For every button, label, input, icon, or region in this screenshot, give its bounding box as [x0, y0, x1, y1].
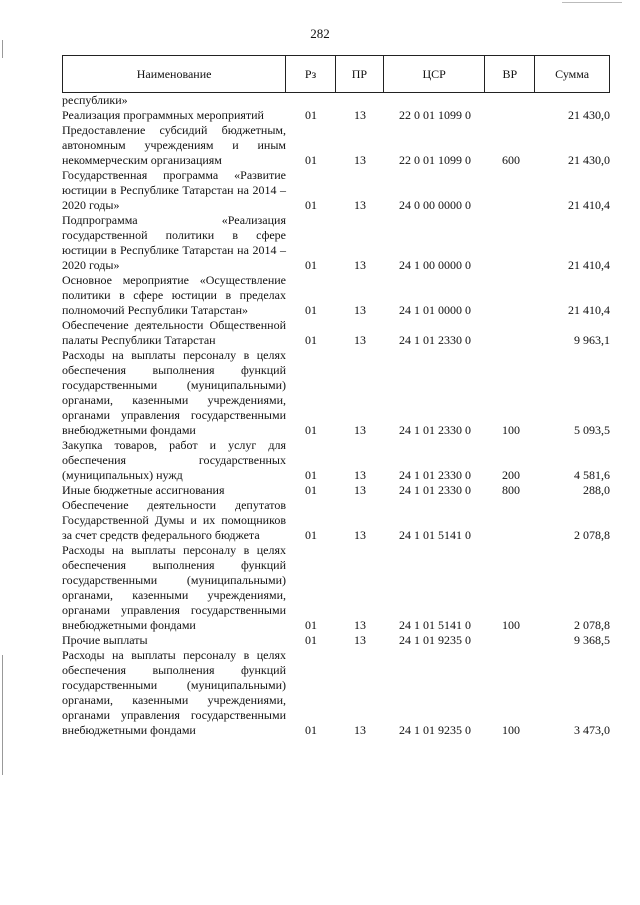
cell-csr: 22 0 01 1099 0: [399, 108, 471, 122]
scan-margin-tick: [2, 655, 3, 775]
cell-vr: 800: [502, 483, 520, 497]
cell-name: Расходы на выплаты персоналу в целях обеспечения выполнения функций государственными (муниципальными) органами, казенными учреждениями, органами управления государственными внебюджетными фондами: [62, 348, 286, 437]
cell-pr: 13: [354, 468, 366, 482]
cell-csr: 24 1 01 2330 0: [399, 483, 471, 497]
cell-pr: 13: [354, 153, 366, 167]
cell-pr: 13: [354, 633, 366, 647]
cell-rz: 01: [305, 303, 317, 317]
cell-sum: 21 410,4: [568, 303, 610, 317]
header-rz: Рз: [286, 56, 336, 92]
cell-vr: 100: [502, 618, 520, 632]
cell-sum: 2 078,8: [574, 618, 610, 632]
cell-rz: 01: [305, 633, 317, 647]
cell-name: Расходы на выплаты персоналу в целях обеспечения выполнения функций государственными (муниципальными) органами, казенными учреждениями, органами управления государственными внебюджетными фондами: [62, 648, 286, 737]
cell-name: Иные бюджетные ассигнования: [62, 483, 225, 497]
cell-sum: 5 093,5: [574, 423, 610, 437]
cell-vr: 100: [502, 423, 520, 437]
cell-rz: 01: [305, 423, 317, 437]
cell-vr: 200: [502, 468, 520, 482]
table-row: [62, 498, 610, 543]
cell-csr: 24 0 00 0000 0: [399, 198, 471, 212]
cell-sum: 2 078,8: [574, 528, 610, 542]
cell-rz: 01: [305, 153, 317, 167]
table-row: [62, 543, 610, 633]
cell-rz: 01: [305, 198, 317, 212]
cell-sum: 21 430,0: [568, 108, 610, 122]
cell-csr: 24 1 01 5141 0: [399, 618, 471, 632]
cell-pr: 13: [354, 423, 366, 437]
table-row: [62, 213, 610, 273]
scan-margin-tick: [2, 40, 3, 58]
table-row: [62, 168, 610, 213]
cell-rz: 01: [305, 333, 317, 347]
table-row: [62, 93, 610, 108]
cell-sum: 9 963,1: [574, 333, 610, 347]
cell-sum: 9 368,5: [574, 633, 610, 647]
cell-pr: 13: [354, 303, 366, 317]
cell-sum: 21 410,4: [568, 258, 610, 272]
table-row: [62, 318, 610, 348]
cell-pr: 13: [354, 333, 366, 347]
cell-name: Обеспечение деятельности Общественной палаты Республики Татарстан: [62, 318, 286, 347]
cell-rz: 01: [305, 108, 317, 122]
header-name: Наименование: [63, 56, 286, 92]
cell-name: Государственная программа «Развитие юстиции в Республике Татарстан на 2014 – 2020 годы»: [62, 168, 286, 212]
cell-csr: 24 1 01 2330 0: [399, 333, 471, 347]
cell-sum: 288,0: [583, 483, 610, 497]
cell-pr: 13: [354, 618, 366, 632]
cell-pr: 13: [354, 198, 366, 212]
scan-corner-mark: [562, 2, 622, 3]
cell-rz: 01: [305, 468, 317, 482]
cell-name: Прочие выплаты: [62, 633, 148, 647]
cell-pr: 13: [354, 108, 366, 122]
cell-csr: 24 1 00 0000 0: [399, 258, 471, 272]
page-number: 282: [310, 26, 330, 41]
table-row: [62, 483, 610, 498]
cell-csr: 24 1 01 9235 0: [399, 633, 471, 647]
cell-name: Обеспечение деятельности депутатов Государственной Думы и их помощников за счет средств федерального бюджета: [62, 498, 286, 542]
cell-csr: 24 1 01 2330 0: [399, 468, 471, 482]
cell-pr: 13: [354, 723, 366, 737]
cell-name: республики»: [62, 93, 128, 107]
cell-csr: 24 1 01 9235 0: [399, 723, 471, 737]
header-csr: ЦСР: [384, 56, 486, 92]
cell-name: Предоставление субсидий бюджетным, автономным учреждениям и иным некоммерческим организациям: [62, 123, 286, 167]
cell-sum: 3 473,0: [574, 723, 610, 737]
cell-rz: 01: [305, 723, 317, 737]
table-row: [62, 633, 610, 648]
table-header: [62, 55, 610, 93]
cell-rz: 01: [305, 258, 317, 272]
cell-name: Реализация программных мероприятий: [62, 108, 264, 122]
cell-pr: 13: [354, 258, 366, 272]
header-vr: ВР: [485, 56, 535, 92]
cell-vr: 100: [502, 723, 520, 737]
cell-sum: 21 430,0: [568, 153, 610, 167]
table-row: [62, 438, 610, 483]
cell-csr: 24 1 01 5141 0: [399, 528, 471, 542]
table-row: [62, 648, 610, 738]
cell-rz: 01: [305, 483, 317, 497]
cell-csr: 24 1 01 2330 0: [399, 423, 471, 437]
header-sum: Сумма: [555, 66, 590, 81]
cell-pr: 13: [354, 528, 366, 542]
table-row: [62, 348, 610, 438]
cell-name: Подпрограмма «Реализация государственной политики в сфере юстиции в Республике Татарстан на 2014 – 2020 годы»: [62, 213, 286, 272]
cell-rz: 01: [305, 618, 317, 632]
cell-name: Закупка товаров, работ и услуг для обеспечения государственных (муниципальных) нужд: [62, 438, 286, 482]
cell-sum: 21 410,4: [568, 198, 610, 212]
table-row: [62, 123, 610, 168]
cell-pr: 13: [354, 483, 366, 497]
cell-csr: 22 0 01 1099 0: [399, 153, 471, 167]
cell-rz: 01: [305, 528, 317, 542]
cell-csr: 24 1 01 0000 0: [399, 303, 471, 317]
table-body: [62, 93, 610, 738]
cell-name: Расходы на выплаты персоналу в целях обеспечения выполнения функций государственными (муниципальными) органами, казенными учреждениями, органами управления государственными внебюджетными фондами: [62, 543, 286, 632]
cell-vr: 600: [502, 153, 520, 167]
table-row: [62, 273, 610, 318]
header-pr: ПР: [336, 56, 384, 92]
table-row: [62, 108, 610, 123]
cell-name: Основное мероприятие «Осуществление политики в сфере юстиции в пределах полномочий Республики Татарстан»: [62, 273, 286, 317]
cell-sum: 4 581,6: [574, 468, 610, 482]
